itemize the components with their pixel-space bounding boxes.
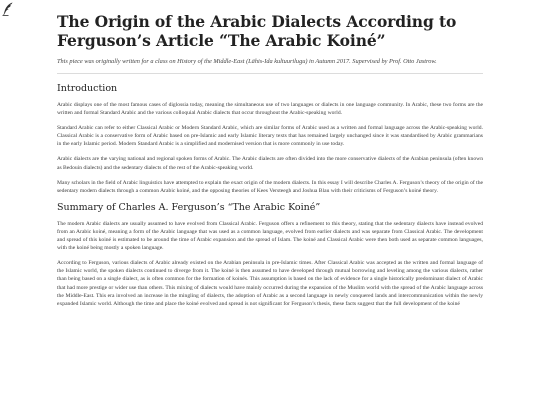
paragraph: Arabic dialects are the varying national and regional spoken forms of Arabic. The Arabic dialects are often divided into the more conservative dialects of the Arabian peninsula (often known as Bedouin dialects) and the sedentary dialects of the rest of the Arabic-speaking world. bbox=[57, 156, 483, 171]
article bbox=[57, 0, 483, 315]
section-heading: Summary of Charles A. Ferguson’s “The Arabic Koiné” bbox=[57, 201, 321, 213]
paragraph: According to Ferguson, various dialects of Arabic already existed on the Arabian peninsula in pre-Islamic times. After Classical Arabic was accepted as the written and formal language of the Islamic world, the spoken dialects continued to diverge from it. The koiné is then assumed to have developed through mutual borrowing and leveling among the various dialects, rather than being based on a single dialect, as is often common for the formation of koinés. This assumption is based on the lack of evidence for a single historically predominant dialect of Arabic that had more prestige or wider use than others. This mixing of dialects would have mainly occurred during the expansion of the Muslim world with the spread of the Arabic language across the Middle-East. This era involved an increase in the mingling of dialects, the adoption of Arabic as a second language in newly conquered lands and intercommunication within the newly expanded Islamic world. Although the time and place the koiné evolved and spread is not significant for Ferguson’s thesis, these facts suggest that the full development of the koiné bbox=[57, 260, 483, 307]
paragraph: Standard Arabic can refer to either Classical Arabic or Modern Standard Arabic, which are similar forms of Arabic used as a written and formal language across the Arabic-speaking world. Classical Arabic is a conservative form of Arabic based on pre-Islamic and early Islamic literary texts that has remained largely unchanged since it was standardised by Arabic grammarians in the early Islamic period. Modern Standard Arabic is a simplified and modernised version that is more commonly in use today. bbox=[57, 125, 483, 148]
section-introduction bbox=[57, 83, 483, 195]
article-byline: This piece was originally written for a class on History of the Middle-East (Lähis-Ida kultuurilugu) in Autumn 2017. Supervised by Prof. Otto Jastrow. bbox=[57, 58, 437, 65]
paragraph: The modern Arabic dialects are usually assumed to have evolved from Classical Arabic. Ferguson offers a refinement to this theory, stating that the sedentary dialects have instead evolved from an Arabic koiné, meaning a form of the Arabic language that was used as a common language, evolved from earlier dialects and was separate from Classical Arabic. The development and spread of this koiné is estimated to be around the time of Arabic expansion and the spread of Islam. The koiné and Classical Arabic were then both used as separate common languages, with the koiné being mostly a spoken language. bbox=[57, 220, 483, 252]
paragraph: Arabic displays one of the most famous cases of diglossia today, meaning the simultaneous use of two languages or dialects in one language community. In Arabic, these two forms are the written and formal Standard Arabic and the various colloquial Arabic dialects that occur throughout the Arabic-speaking world. bbox=[57, 102, 483, 117]
article-title: The Origin of the Arabic Dialects According to Ferguson’s Article “The Arabic Koiné” bbox=[57, 12, 457, 50]
section-summary bbox=[57, 202, 483, 308]
section-heading: Introduction bbox=[57, 83, 118, 94]
paragraph: Many scholars in the field of Arabic linguistics have attempted to explain the exact origin of the modern dialects. In this essay I will describe Charles A. Ferguson’s theory of the origin of the sedentary modern dialects through a common Arabic koiné, and the opposing theories of Kees Versteegh and Joshua Blau with their criticisms of Ferguson’s koiné theory. bbox=[57, 179, 483, 194]
title-divider bbox=[57, 73, 483, 74]
quill-icon[interactable] bbox=[2, 2, 14, 16]
